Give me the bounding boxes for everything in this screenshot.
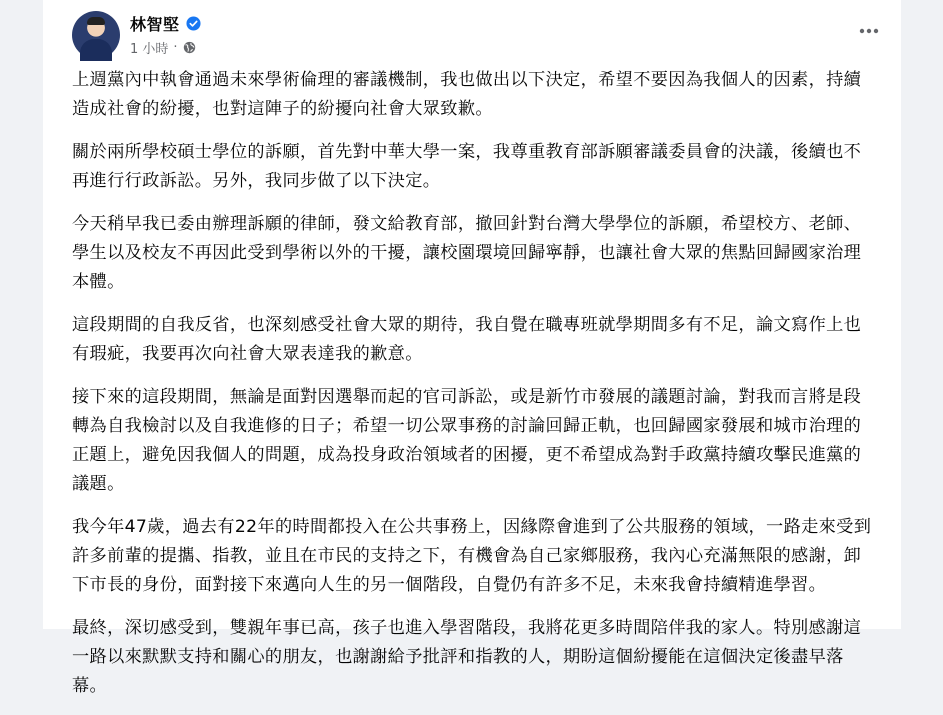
post-paragraph: 最終，深切感受到，雙親年事已高，孩子也進入學習階段，我將花更多時間陪伴我的家人。特別感謝這一路以來默默支持和關心的朋友，也謝謝給予批評和指教的人，期盼這個紛擾能在這個決定後盡早落幕。 [72,618,862,696]
meta-separator: · [173,39,178,55]
post-header [72,11,872,59]
avatar-hair [87,17,105,25]
verified-badge-icon [186,16,201,31]
author-row [130,13,201,33]
post-paragraph: 接下來的這段期間，無論是面對因選舉而起的官司訴訟，或是新竹市發展的議題討論，對我而言將是段轉為自我檢討以及自我進修的日子；希望一切公眾事務的討論回歸正軌，也回歸國家發展和城市治理的正題上，避免因我個人的問題，成為投身政治領域者的困擾，更不希望成為對手政黨持續攻擊民進黨的議題。 [72,387,862,494]
post-paragraph: 關於兩所學校碩士學位的訴願，首先對中華大學一案，我尊重教育部訴願審議委員會的決議，後續也不再進行行政訴訟。另外，我同步做了以下決定。 [72,142,862,191]
post-paragraph: 這段期間的自我反省，也深刻感受社會大眾的期待，我自覺在職專班就學期間多有不足，論文寫作上也有瑕疵，我要再次向社會大眾表達我的歉意。 [72,315,862,364]
post-paragraph: 上週黨內中執會通過未來學術倫理的審議機制，我也做出以下決定，希望不要因為我個人的因素，持續造成社會的紛擾，也對這陣子的紛擾向社會大眾致歉。 [72,70,862,119]
globe-icon[interactable] [183,41,196,54]
post-meta [130,38,196,56]
post-timestamp[interactable]: 1 小時 [130,41,169,57]
avatar-suit [80,39,112,61]
post-paragraph: 我今年47歲，過去有22年的時間都投入在公共事務上，因緣際會進到了公共服務的領域，一路走來受到許多前輩的提攜、指教，並且在市民的支持之下，有機會為自己家鄉服務，我內心充滿無限的感謝，卸下市長的身份，面對接下來邁向人生的另一個階段，自覺仍有許多不足，未來我會持續精進學習。 [72,517,872,595]
post-card [43,0,901,696]
author-name[interactable]: 林智堅 [130,14,180,34]
post-paragraph: 今天稍早我已委由辦理訴願的律師，發文給教育部，撤回針對台灣大學學位的訴願，希望校方、老師、學生以及校友不再因此受到學術以外的干擾，讓校園環境回歸寧靜，也讓社會大眾的焦點回歸國家治理本體。 [72,214,862,292]
post-body [72,66,878,715]
more-options-button[interactable] [852,14,886,48]
more-options-icon [859,28,879,34]
avatar[interactable] [72,11,120,59]
